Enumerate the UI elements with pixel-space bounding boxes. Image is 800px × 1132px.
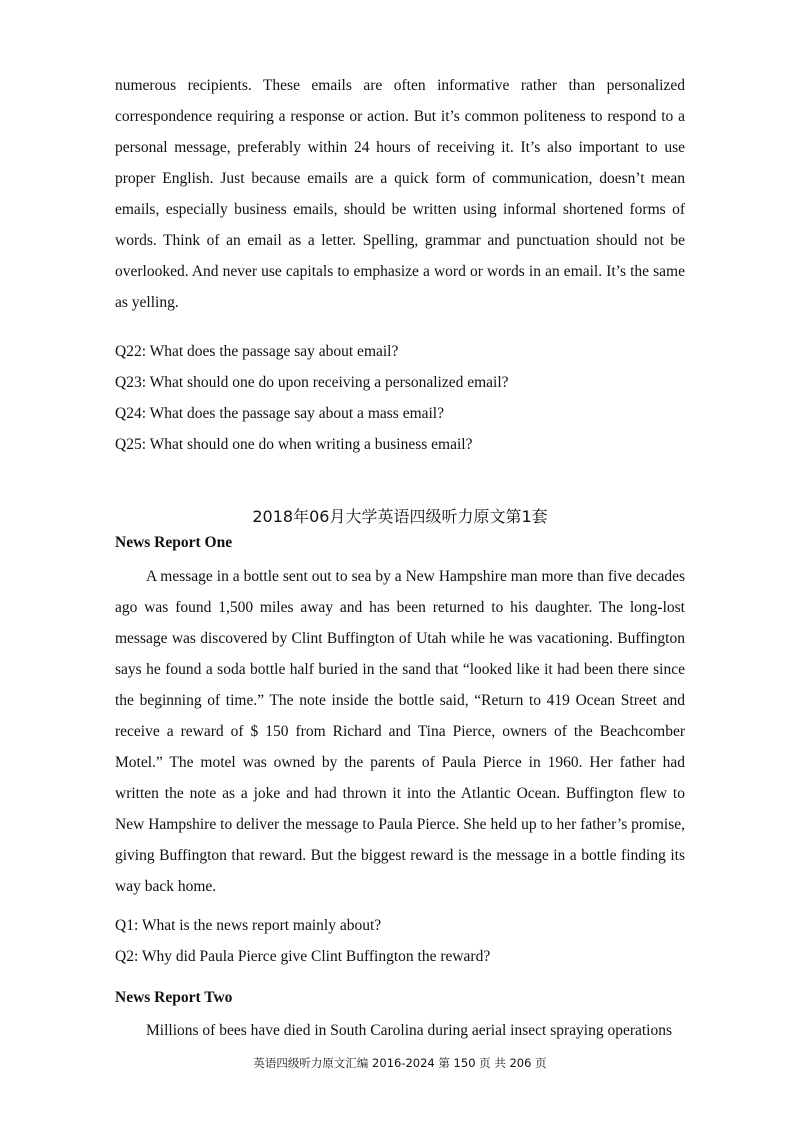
passage-continued: numerous recipients. These emails are often informative rather than personalized correspondence requiring a response or action. But it’s common politeness to respond to a personal message, preferably within 24 hours of receiving it. It’s also important to use proper English. Just because emails are a quick form of communication, doesn’t mean emails, especially business emails, should be written using informal shortened forms of words. Think of an email as a letter. Spelling, grammar and punctuation should not be overlooked. And never use capitals to emphasize a word or words in an email. It’s the same as yelling. xyxy=(115,77,685,311)
news-report-one-heading: News Report One xyxy=(115,534,233,551)
section-title: 2018年06月大学英语四级听力原文第1套 xyxy=(252,507,548,526)
page-footer: 英语四级听力原文汇编 2016-2024 第 150 页 共 206 页 xyxy=(253,1056,547,1070)
news-report-two-heading: News Report Two xyxy=(115,989,233,1006)
question-q1: Q1: What is the news report mainly about? xyxy=(115,917,382,934)
question-q22: Q22: What does the passage say about email? xyxy=(115,343,399,360)
question-q23: Q23: What should one do upon receiving a personalized email? xyxy=(115,374,509,391)
news-report-two-body: Millions of bees have died in South Carolina during aerial insect spraying operations xyxy=(146,1022,673,1039)
question-q25: Q25: What should one do when writing a business email? xyxy=(115,436,473,453)
question-q2: Q2: Why did Paula Pierce give Clint Buffington the reward? xyxy=(115,948,491,965)
question-q24: Q24: What does the passage say about a mass email? xyxy=(115,405,444,422)
news-report-one-body: A message in a bottle sent out to sea by a New Hampshire man more than five decades ago was found 1,500 miles away and has been returned to his daughter. The long-lost message was discovered by Clint Buffington of Utah while he was vacationing. Buffington says he found a soda bottle half buried in the sand that “looked like it had been there since the beginning of time.” The note inside the bottle said, “Return to 419 Ocean Street and receive a reward of $ 150 from Richard and Tina Pierce, owners of the Beachcomber Motel.” The motel was owned by the parents of Paula Pierce in 1960. Her father had written the note as a joke and had thrown it into the Atlantic Ocean. Buffington flew to New Hampshire to deliver the message to Paula Pierce. She held up to her father’s promise, giving Buffington that reward. But the biggest reward is the message in a bottle finding its way back home. xyxy=(115,568,685,895)
